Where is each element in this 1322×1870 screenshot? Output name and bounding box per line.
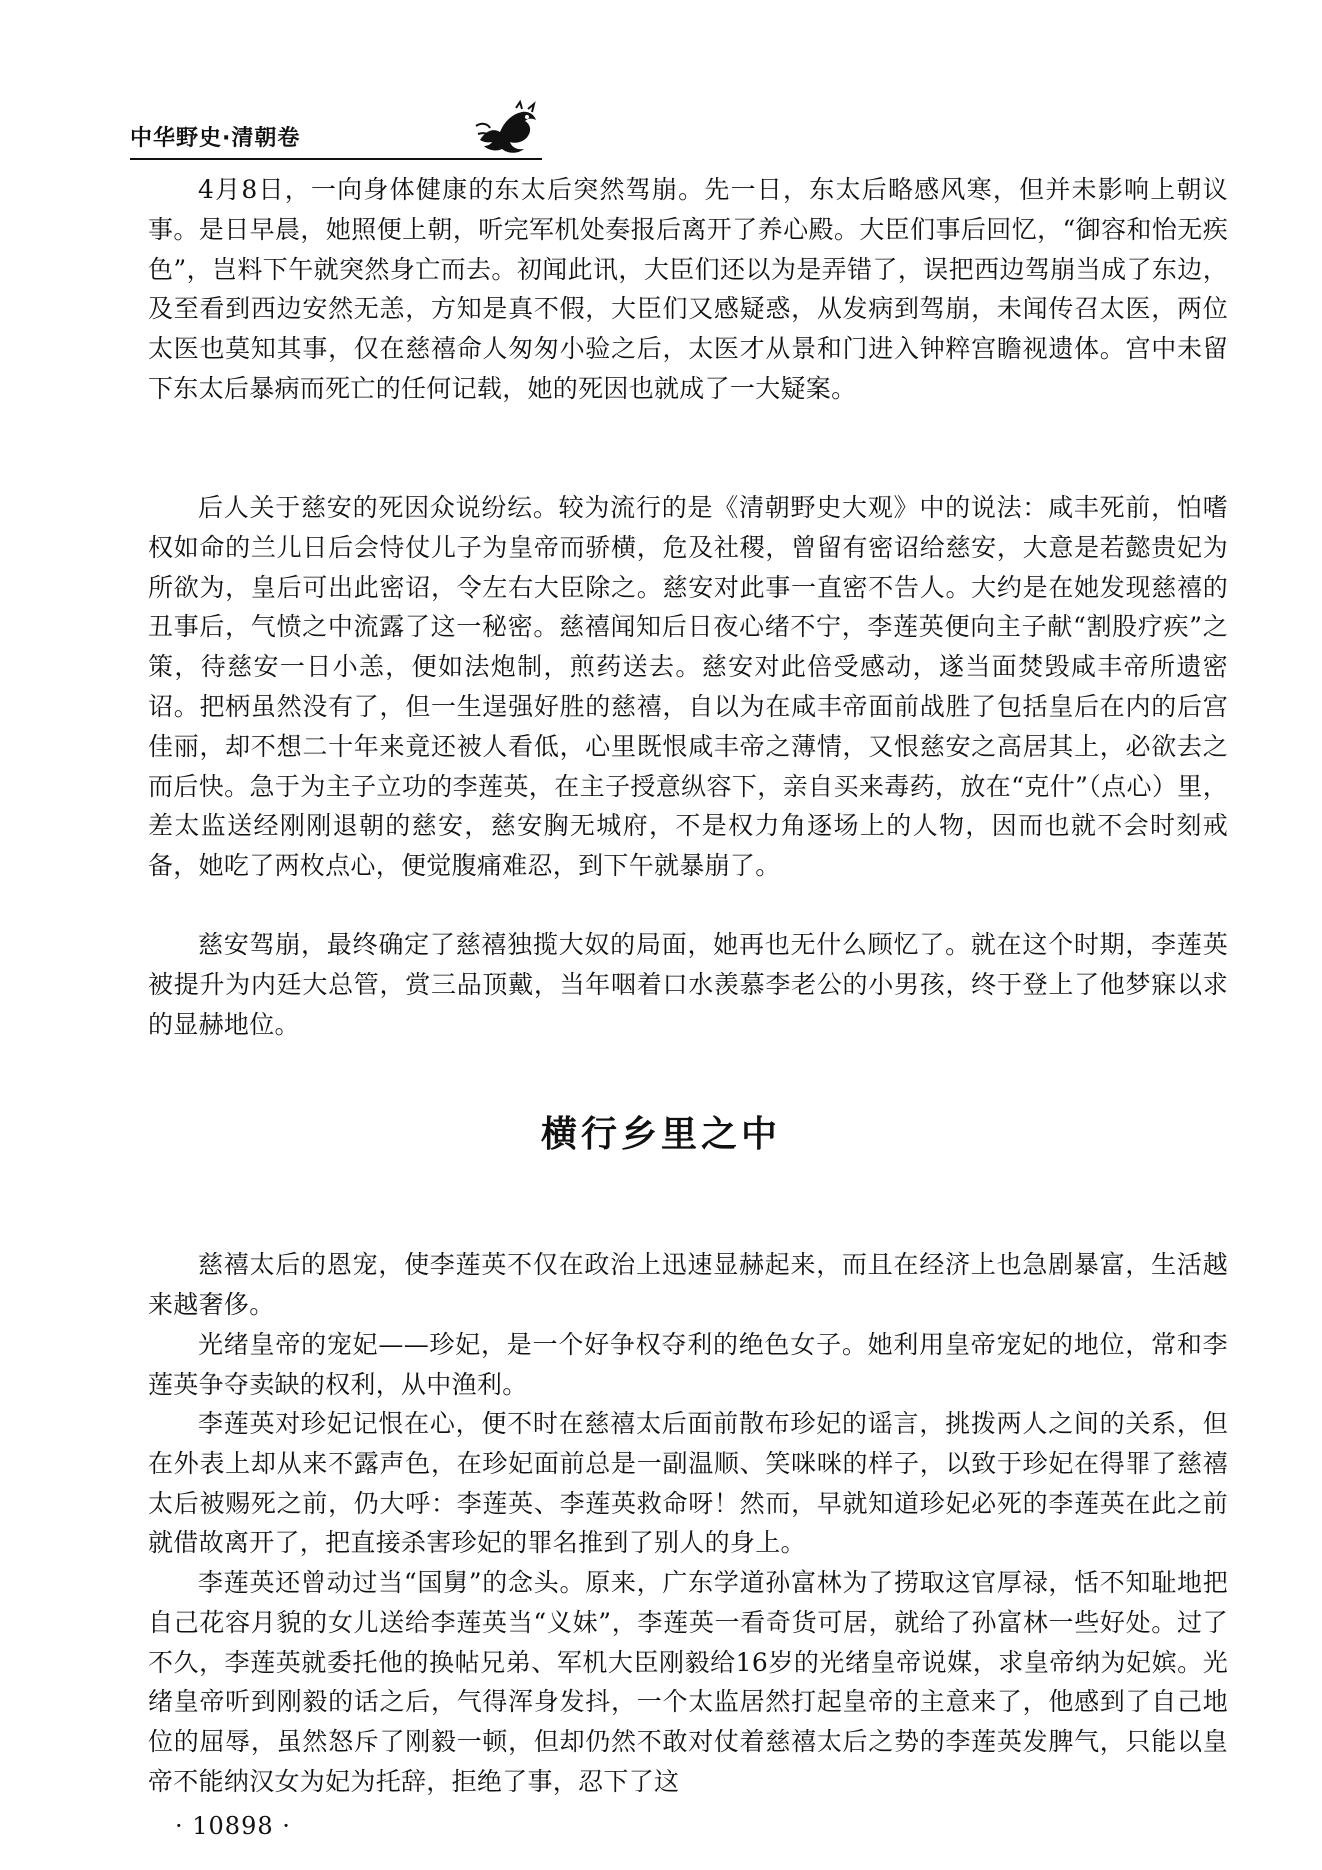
running-header xyxy=(130,100,542,160)
section-title: 横行乡里之中 xyxy=(540,1114,781,1155)
dragon-ornament-icon xyxy=(472,100,542,156)
paragraph: 慈安驾崩，最终确定了慈禧独揽大奴的局面，她再也无什么顾忆了。就在这个时期，李莲英被提升为内廷大总管，赏三品顶戴，当年咽着口水羡慕李老公的小男孩，终于登上了他梦寐以求的显赫地位。 xyxy=(148,930,1228,1039)
paragraph: 4月8日，一向身体健康的东太后突然驾崩。先一日，东太后略感风寒，但并未影响上朝议事。是日早晨，她照便上朝，听完军机处奏报后离开了养心殿。大臣们事后回忆，“御容和怡无疾色”，岂料下午就突然身亡而去。初闻此讯，大臣们还以为是弄错了，误把西边驾崩当成了东边，及至看到西边安然无恙，方知是真不假，大臣们又感疑惑，从发病到驾崩，未闻传召太医，两位太医也莫知其事，仅在慈禧命人匆匆小验之后，太医才从景和门进入钟粹宫瞻视遗体。宫中未留下东太后暴病而死亡的任何记载，她的死因也就成了一大疑案。 xyxy=(148,175,1228,403)
paragraph: 后人关于慈安的死因众说纷纭。较为流行的是《清朝野史大观》中的说法：咸丰死前，怕嗜权如命的兰儿日后会恃仗儿子为皇帝而骄横，危及社稷，曾留有密诏给慈安，大意是若懿贵妃为所欲为，皇后可出此密诏，令左右大臣除之。慈安对此事一直密不告人。大约是在她发现慈禧的丑事后，气愤之中流露了这一秘密。慈禧闻知后日夜心绪不宁，李莲英便向主子献“割股疗疾”之策，待慈安一日小恙，便如法炮制，煎药送去。慈安对此倍受感动，遂当面焚毁咸丰帝所遗密诏。把柄虽然没有了，但一生逞强好胜的慈禧，自以为在咸丰帝面前战胜了包括皇后在内的后宫佳丽，却不想二十年来竟还被人看低，心里既恨咸丰帝之薄情，又恨慈安之高居其上，必欲去之而后快。急于为主子立功的李莲英，在主子授意纵容下，亲自买来毒药，放在“克什”（点心）里，差太监送经刚刚退朝的慈安，慈安胸无城府，不是权力角逐场上的人物，因而也就不会时刻戒备，她吃了两枚点心，便觉腹痛难忍，到下午就暴崩了。 xyxy=(148,493,1228,881)
header-rule xyxy=(130,158,542,160)
book-title: 中华野史·清朝卷 xyxy=(130,126,301,151)
page-number: · 10898 · xyxy=(175,1812,291,1840)
paragraph: 慈禧太后的恩宠，使李莲英不仅在政治上迅速显赫起来，而且在经济上也急剧暴富，生活越来越奢侈。 xyxy=(148,1250,1228,1319)
paragraph: 光绪皇帝的宠妃——珍妃，是一个好争权夺利的绝色女子。她利用皇帝宠妃的地位，常和李莲英争夺卖缺的权利，从中渔利。 xyxy=(148,1330,1228,1399)
paragraph: 李莲英对珍妃记恨在心，便不时在慈禧太后面前散布珍妃的谣言，挑拨两人之间的关系，但在外表上却从来不露声色，在珍妃面前总是一副温顺、笑咪咪的样子，以致于珍妃在得罪了慈禧太后被赐死之前，仍大呼：李莲英、李莲英救命呀！然而，早就知道珍妃必死的李莲英在此之前就借故离开了，把直接杀害珍妃的罪名推到了别人的身上。 xyxy=(148,1409,1228,1558)
paragraph: 李莲英还曾动过当“国舅”的念头。原来，广东学道孙富林为了捞取这官厚禄，恬不知耻地把自己花容月貌的女儿送给李莲英当“义妹”，李莲英一看奇货可居，就给了孙富林一些好处。过了不久，李莲英就委托他的换帖兄弟、军机大臣刚毅给16岁的光绪皇帝说媒，求皇帝纳为妃嫔。光绪皇帝听到刚毅的话之后，气得浑身发抖，一个太监居然打起皇帝的主意来了，他感到了自己地位的屈辱，虽然怒斥了刚毅一顿，但却仍然不敢对仗着慈禧太后之势的李莲英发脾气，只能以皇帝不能纳汉女为妃为托辞，拒绝了事，忍下了这 xyxy=(148,1568,1228,1796)
